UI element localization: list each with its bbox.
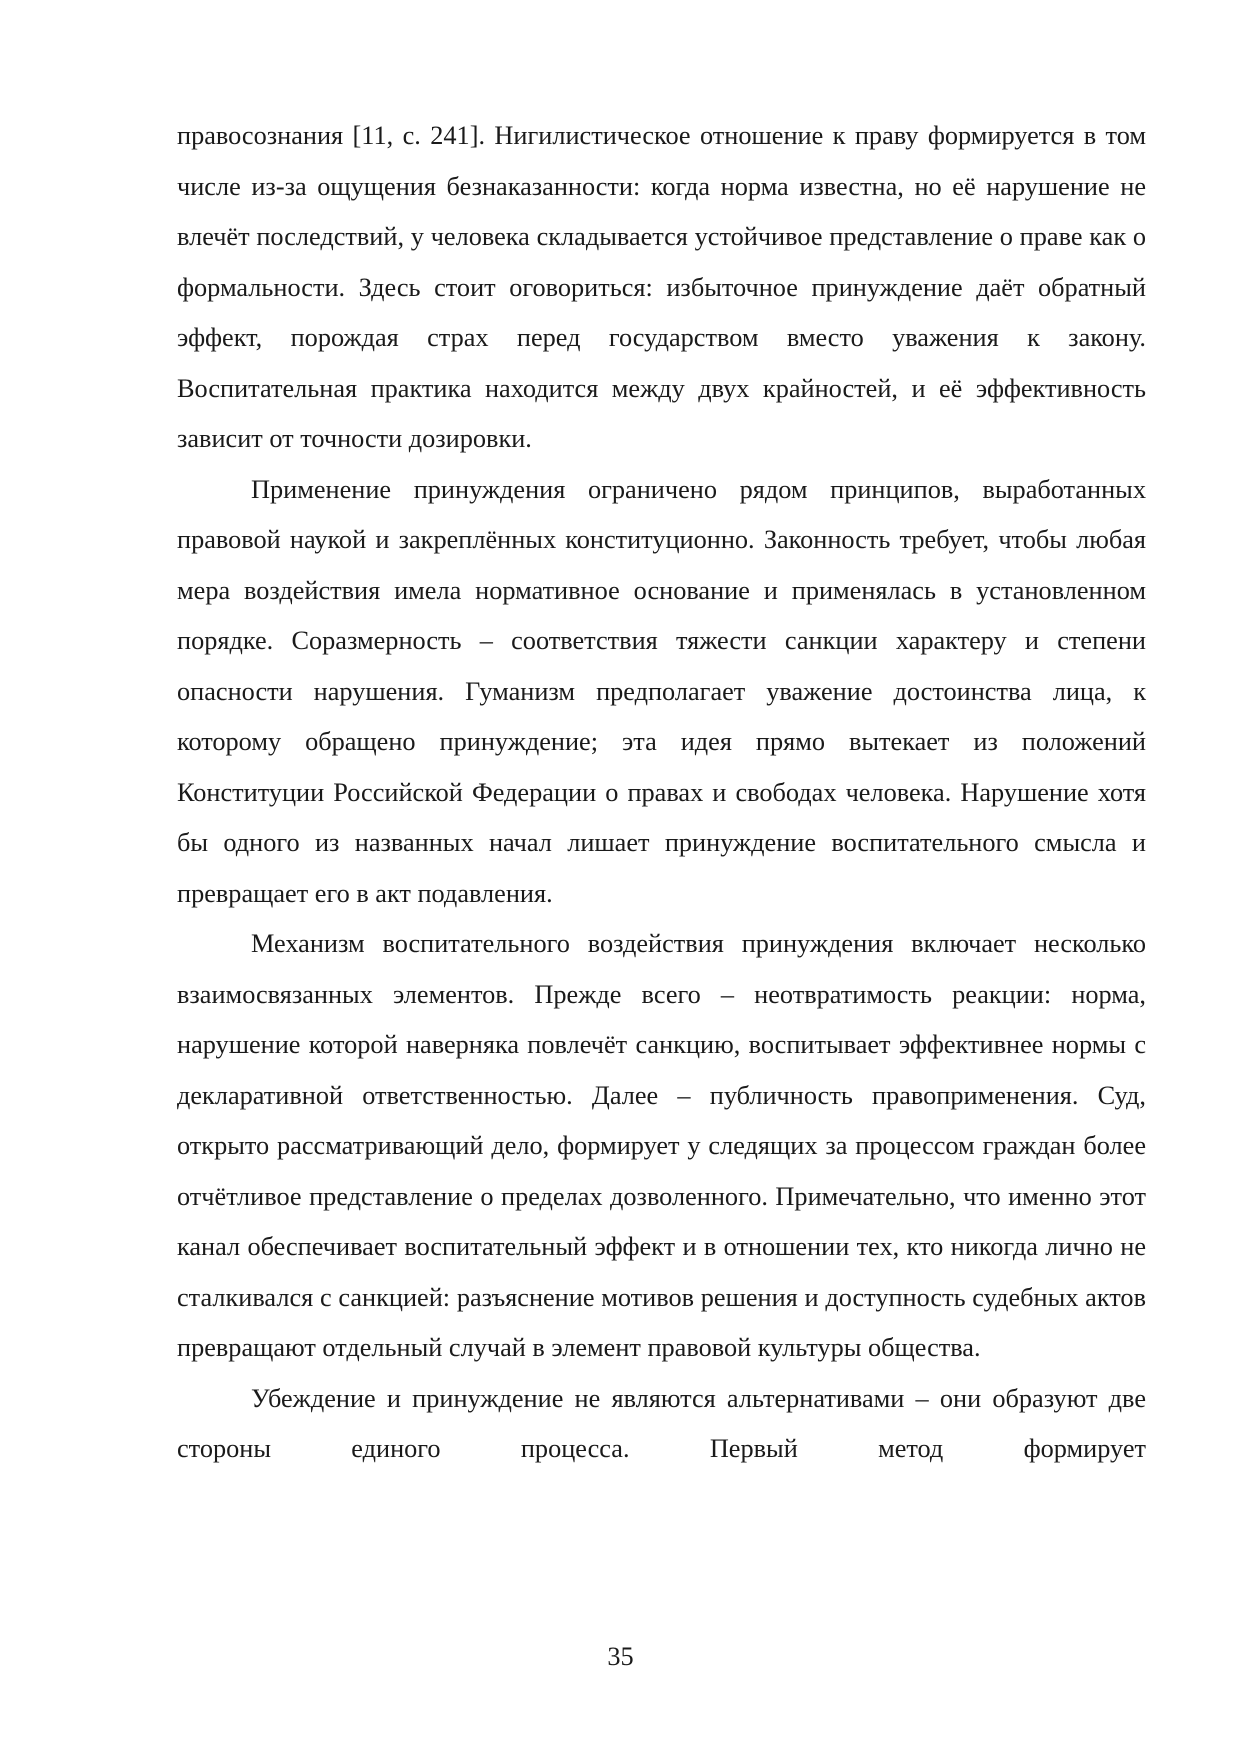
page-number: 35 (607, 1642, 634, 1671)
paragraph-3: Механизм воспитательного воздействия принуждения включает несколько взаимосвязанных элементов. Прежде всего – неотвратимость реакции: норма, нарушение которой наверняка повлечёт санкцию, воспитывает эффективнее нормы с декларативной ответственностью. Далее – публичность правоприменения. Суд, открыто рассматривающий дело, формирует у следящих за процессом граждан более отчётливое представление о пределах дозволенного. Примечательно, что именно этот канал обеспечивает воспитательный эффект и в отношении тех, кто никогда лично не сталкивался с санкцией: разъяснение мотивов решения и доступность судебных актов превращают отдельный случай в элемент правовой культуры общества. (177, 929, 1146, 1362)
main-text (177, 111, 1146, 1475)
paragraph-1: правосознания [11, с. 241]. Нигилистическое отношение к праву формируется в том числе из-за ощущения безнаказанности: когда норма известна, но её нарушение не влечёт последствий, у человека складывается устойчивое представление о праве как о формальности. Здесь стоит оговориться: избыточное принуждение даёт обратный эффект, порождая страх перед государством вместо уважения к закону. Воспитательная практика находится между двух крайностей, и её эффективность зависит от точности дозировки. (177, 121, 1146, 453)
paragraph-2: Применение принуждения ограничено рядом принципов, выработанных правовой наукой и закреплённых конституционно. Законность требует, чтобы любая мера воздействия имела нормативное основание и применялась в установленном порядке. Соразмерность – соответствия тяжести санкции характеру и степени опасности нарушения. Гуманизм предполагает уважение достоинства лица, к которому обращено принуждение; эта идея прямо вытекает из положений Конституции Российской Федерации о правах и свободах человека. Нарушение хотя бы одного из названных начал лишает принуждение воспитательного смысла и превращает его в акт подавления. (177, 474, 1146, 908)
paragraph-4: Убеждение и принуждение не являются альтернативами – они образуют две стороны единого процесса. Первый метод формирует (177, 1383, 1146, 1463)
